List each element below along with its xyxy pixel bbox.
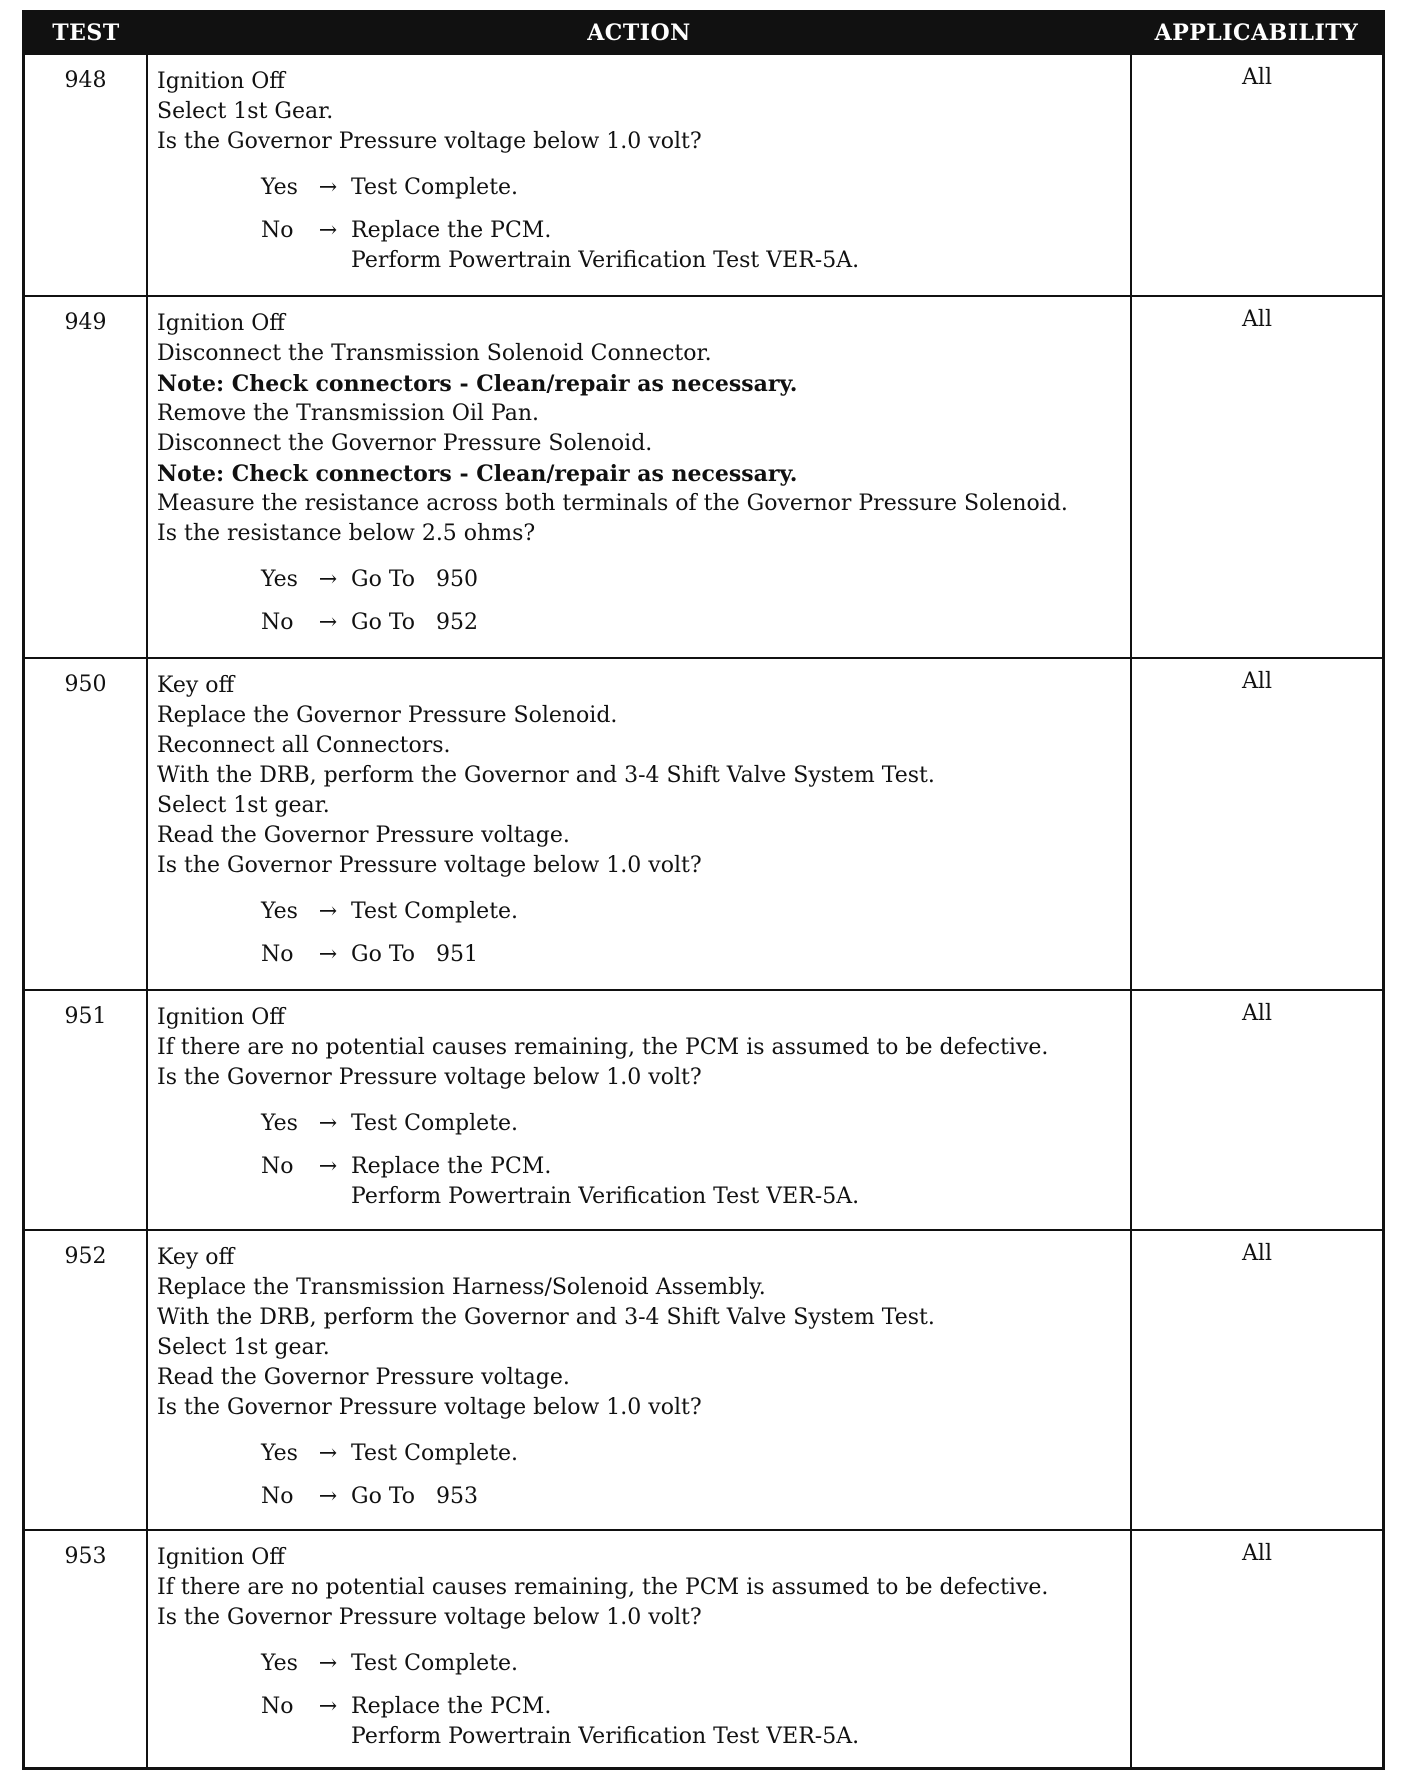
yes-result-line: Test Complete. xyxy=(351,1441,519,1466)
no-label: No xyxy=(261,1154,294,1179)
table-row xyxy=(25,990,1382,1230)
no-label: No xyxy=(261,1694,294,1719)
arrow-icon: → xyxy=(318,942,338,967)
no-answer xyxy=(157,1692,1122,1752)
no-result xyxy=(351,216,1122,276)
action-line: If there are no potential causes remaining, the PCM is assumed to be defective. xyxy=(157,1575,1049,1600)
action-line: Is the Governor Pressure voltage below 1.0 volt? xyxy=(157,1605,702,1630)
yes-result xyxy=(351,1109,1122,1139)
yes-result xyxy=(351,1649,1122,1679)
yes-label: Yes xyxy=(261,1441,298,1466)
action-cell xyxy=(147,1230,1131,1530)
no-answer xyxy=(157,608,1122,638)
action-line: Remove the Transmission Oil Pan. xyxy=(157,401,540,426)
no-result-line: Replace the PCM. xyxy=(351,1694,552,1719)
action-cell xyxy=(147,990,1131,1230)
no-result-line: Perform Powertrain Verification Test VER-5A. xyxy=(351,1724,860,1749)
arrow-icon: → xyxy=(318,1694,338,1719)
table-header xyxy=(25,13,1382,54)
no-answer xyxy=(157,940,1122,970)
action-line: Read the Governor Pressure voltage. xyxy=(157,823,570,848)
action-line: Measure the resistance across both terminals of the Governor Pressure Solenoid. xyxy=(157,491,1068,516)
action-line: Is the Governor Pressure voltage below 1.0 volt? xyxy=(157,129,702,154)
action-line: With the DRB, perform the Governor and 3-4 Shift Valve System Test. xyxy=(157,1305,935,1330)
note-line: Note: Check connectors - Clean/repair as necessary. xyxy=(157,371,798,397)
test-number: 949 xyxy=(25,296,147,658)
yes-label: Yes xyxy=(261,175,298,200)
action-cell xyxy=(147,296,1131,658)
no-label: No xyxy=(261,942,294,967)
action-cell xyxy=(147,658,1131,990)
action-line: If there are no potential causes remaining, the PCM is assumed to be defective. xyxy=(157,1035,1049,1060)
yes-label: Yes xyxy=(261,1111,298,1136)
no-result-line: Replace the PCM. xyxy=(351,218,552,243)
table-row xyxy=(25,296,1382,658)
action-line: Key off xyxy=(157,1245,235,1270)
action-line: Is the Governor Pressure voltage below 1.0 volt? xyxy=(157,1395,702,1420)
arrow-icon: → xyxy=(318,218,338,243)
yes-label: Yes xyxy=(261,567,298,592)
action-cell xyxy=(147,1530,1131,1767)
yes-answer xyxy=(157,1649,1122,1679)
table-row xyxy=(25,1230,1382,1530)
action-line: Disconnect the Transmission Solenoid Connector. xyxy=(157,341,712,366)
header-action: ACTION xyxy=(147,13,1131,54)
applicability-cell: All xyxy=(1131,296,1382,658)
no-result-line: Replace the PCM. xyxy=(351,1154,552,1179)
yes-result xyxy=(351,173,1122,203)
no-result xyxy=(351,608,1122,638)
yes-answer xyxy=(157,565,1122,595)
action-line: Read the Governor Pressure voltage. xyxy=(157,1365,570,1390)
action-line: Is the resistance below 2.5 ohms? xyxy=(157,521,536,546)
procedure-table xyxy=(25,13,1382,1767)
yes-result-line: Test Complete. xyxy=(351,899,519,924)
yes-result-line: Test Complete. xyxy=(351,1651,519,1676)
action-line: Select 1st gear. xyxy=(157,1335,330,1360)
no-result-line: Go To 951 xyxy=(351,942,478,967)
action-line: Disconnect the Governor Pressure Solenoid. xyxy=(157,431,653,456)
action-line: Select 1st gear. xyxy=(157,793,330,818)
yes-label: Yes xyxy=(261,1651,298,1676)
yes-result xyxy=(351,565,1122,595)
action-line: Ignition Off xyxy=(157,311,285,336)
applicability-cell: All xyxy=(1131,658,1382,990)
action-line: Reconnect all Connectors. xyxy=(157,733,451,758)
action-line: Ignition Off xyxy=(157,1545,285,1570)
action-line: Replace the Governor Pressure Solenoid. xyxy=(157,703,618,728)
action-line: Ignition Off xyxy=(157,1005,285,1030)
applicability-cell: All xyxy=(1131,1230,1382,1530)
applicability-cell: All xyxy=(1131,990,1382,1230)
action-line: Key off xyxy=(157,673,235,698)
yes-result-line: Test Complete. xyxy=(351,175,519,200)
arrow-icon: → xyxy=(318,1441,338,1466)
test-number: 952 xyxy=(25,1230,147,1530)
arrow-icon: → xyxy=(318,610,338,635)
no-label: No xyxy=(261,1484,294,1509)
table-body xyxy=(25,54,1382,1767)
arrow-icon: → xyxy=(318,1154,338,1179)
arrow-icon: → xyxy=(318,175,338,200)
yes-answer xyxy=(157,1439,1122,1469)
no-result xyxy=(351,940,1122,970)
answers xyxy=(157,173,1122,276)
answers xyxy=(157,1109,1122,1212)
header-test: TEST xyxy=(25,13,147,54)
no-result-line: Go To 953 xyxy=(351,1484,478,1509)
arrow-icon: → xyxy=(318,1484,338,1509)
action-line: Select 1st Gear. xyxy=(157,99,334,124)
yes-result-line: Go To 950 xyxy=(351,567,478,592)
no-result xyxy=(351,1692,1122,1752)
no-label: No xyxy=(261,610,294,635)
no-result-line: Perform Powertrain Verification Test VER-5A. xyxy=(351,248,860,273)
no-result-line: Perform Powertrain Verification Test VER-5A. xyxy=(351,1184,860,1209)
applicability-cell: All xyxy=(1131,54,1382,296)
yes-label: Yes xyxy=(261,899,298,924)
yes-answer xyxy=(157,1109,1122,1139)
no-result-line: Go To 952 xyxy=(351,610,478,635)
test-number: 951 xyxy=(25,990,147,1230)
action-line: Is the Governor Pressure voltage below 1.0 volt? xyxy=(157,853,702,878)
arrow-icon: → xyxy=(318,899,338,924)
yes-result xyxy=(351,1439,1122,1469)
yes-answer xyxy=(157,173,1122,203)
action-cell xyxy=(147,54,1131,296)
arrow-icon: → xyxy=(318,1111,338,1136)
yes-result xyxy=(351,897,1122,927)
no-answer xyxy=(157,1482,1122,1512)
arrow-icon: → xyxy=(318,1651,338,1676)
note-line: Note: Check connectors - Clean/repair as necessary. xyxy=(157,461,798,487)
table-row xyxy=(25,54,1382,296)
arrow-icon: → xyxy=(318,567,338,592)
answers xyxy=(157,1439,1122,1512)
no-result xyxy=(351,1482,1122,1512)
answers xyxy=(157,565,1122,638)
test-number: 953 xyxy=(25,1530,147,1767)
no-answer xyxy=(157,1152,1122,1212)
test-number: 948 xyxy=(25,54,147,296)
test-procedure-table xyxy=(22,10,1385,1770)
test-number: 950 xyxy=(25,658,147,990)
answers xyxy=(157,1649,1122,1752)
action-line: Ignition Off xyxy=(157,69,285,94)
yes-result-line: Test Complete. xyxy=(351,1111,519,1136)
action-line: Is the Governor Pressure voltage below 1.0 volt? xyxy=(157,1065,702,1090)
answers xyxy=(157,897,1122,970)
action-line: Replace the Transmission Harness/Solenoid Assembly. xyxy=(157,1275,766,1300)
header-applicability: APPLICABILITY xyxy=(1131,13,1382,54)
applicability-cell: All xyxy=(1131,1530,1382,1767)
table-row xyxy=(25,1530,1382,1767)
no-answer xyxy=(157,216,1122,276)
table-row xyxy=(25,658,1382,990)
no-result xyxy=(351,1152,1122,1212)
action-line: With the DRB, perform the Governor and 3-4 Shift Valve System Test. xyxy=(157,763,935,788)
no-label: No xyxy=(261,218,294,243)
yes-answer xyxy=(157,897,1122,927)
